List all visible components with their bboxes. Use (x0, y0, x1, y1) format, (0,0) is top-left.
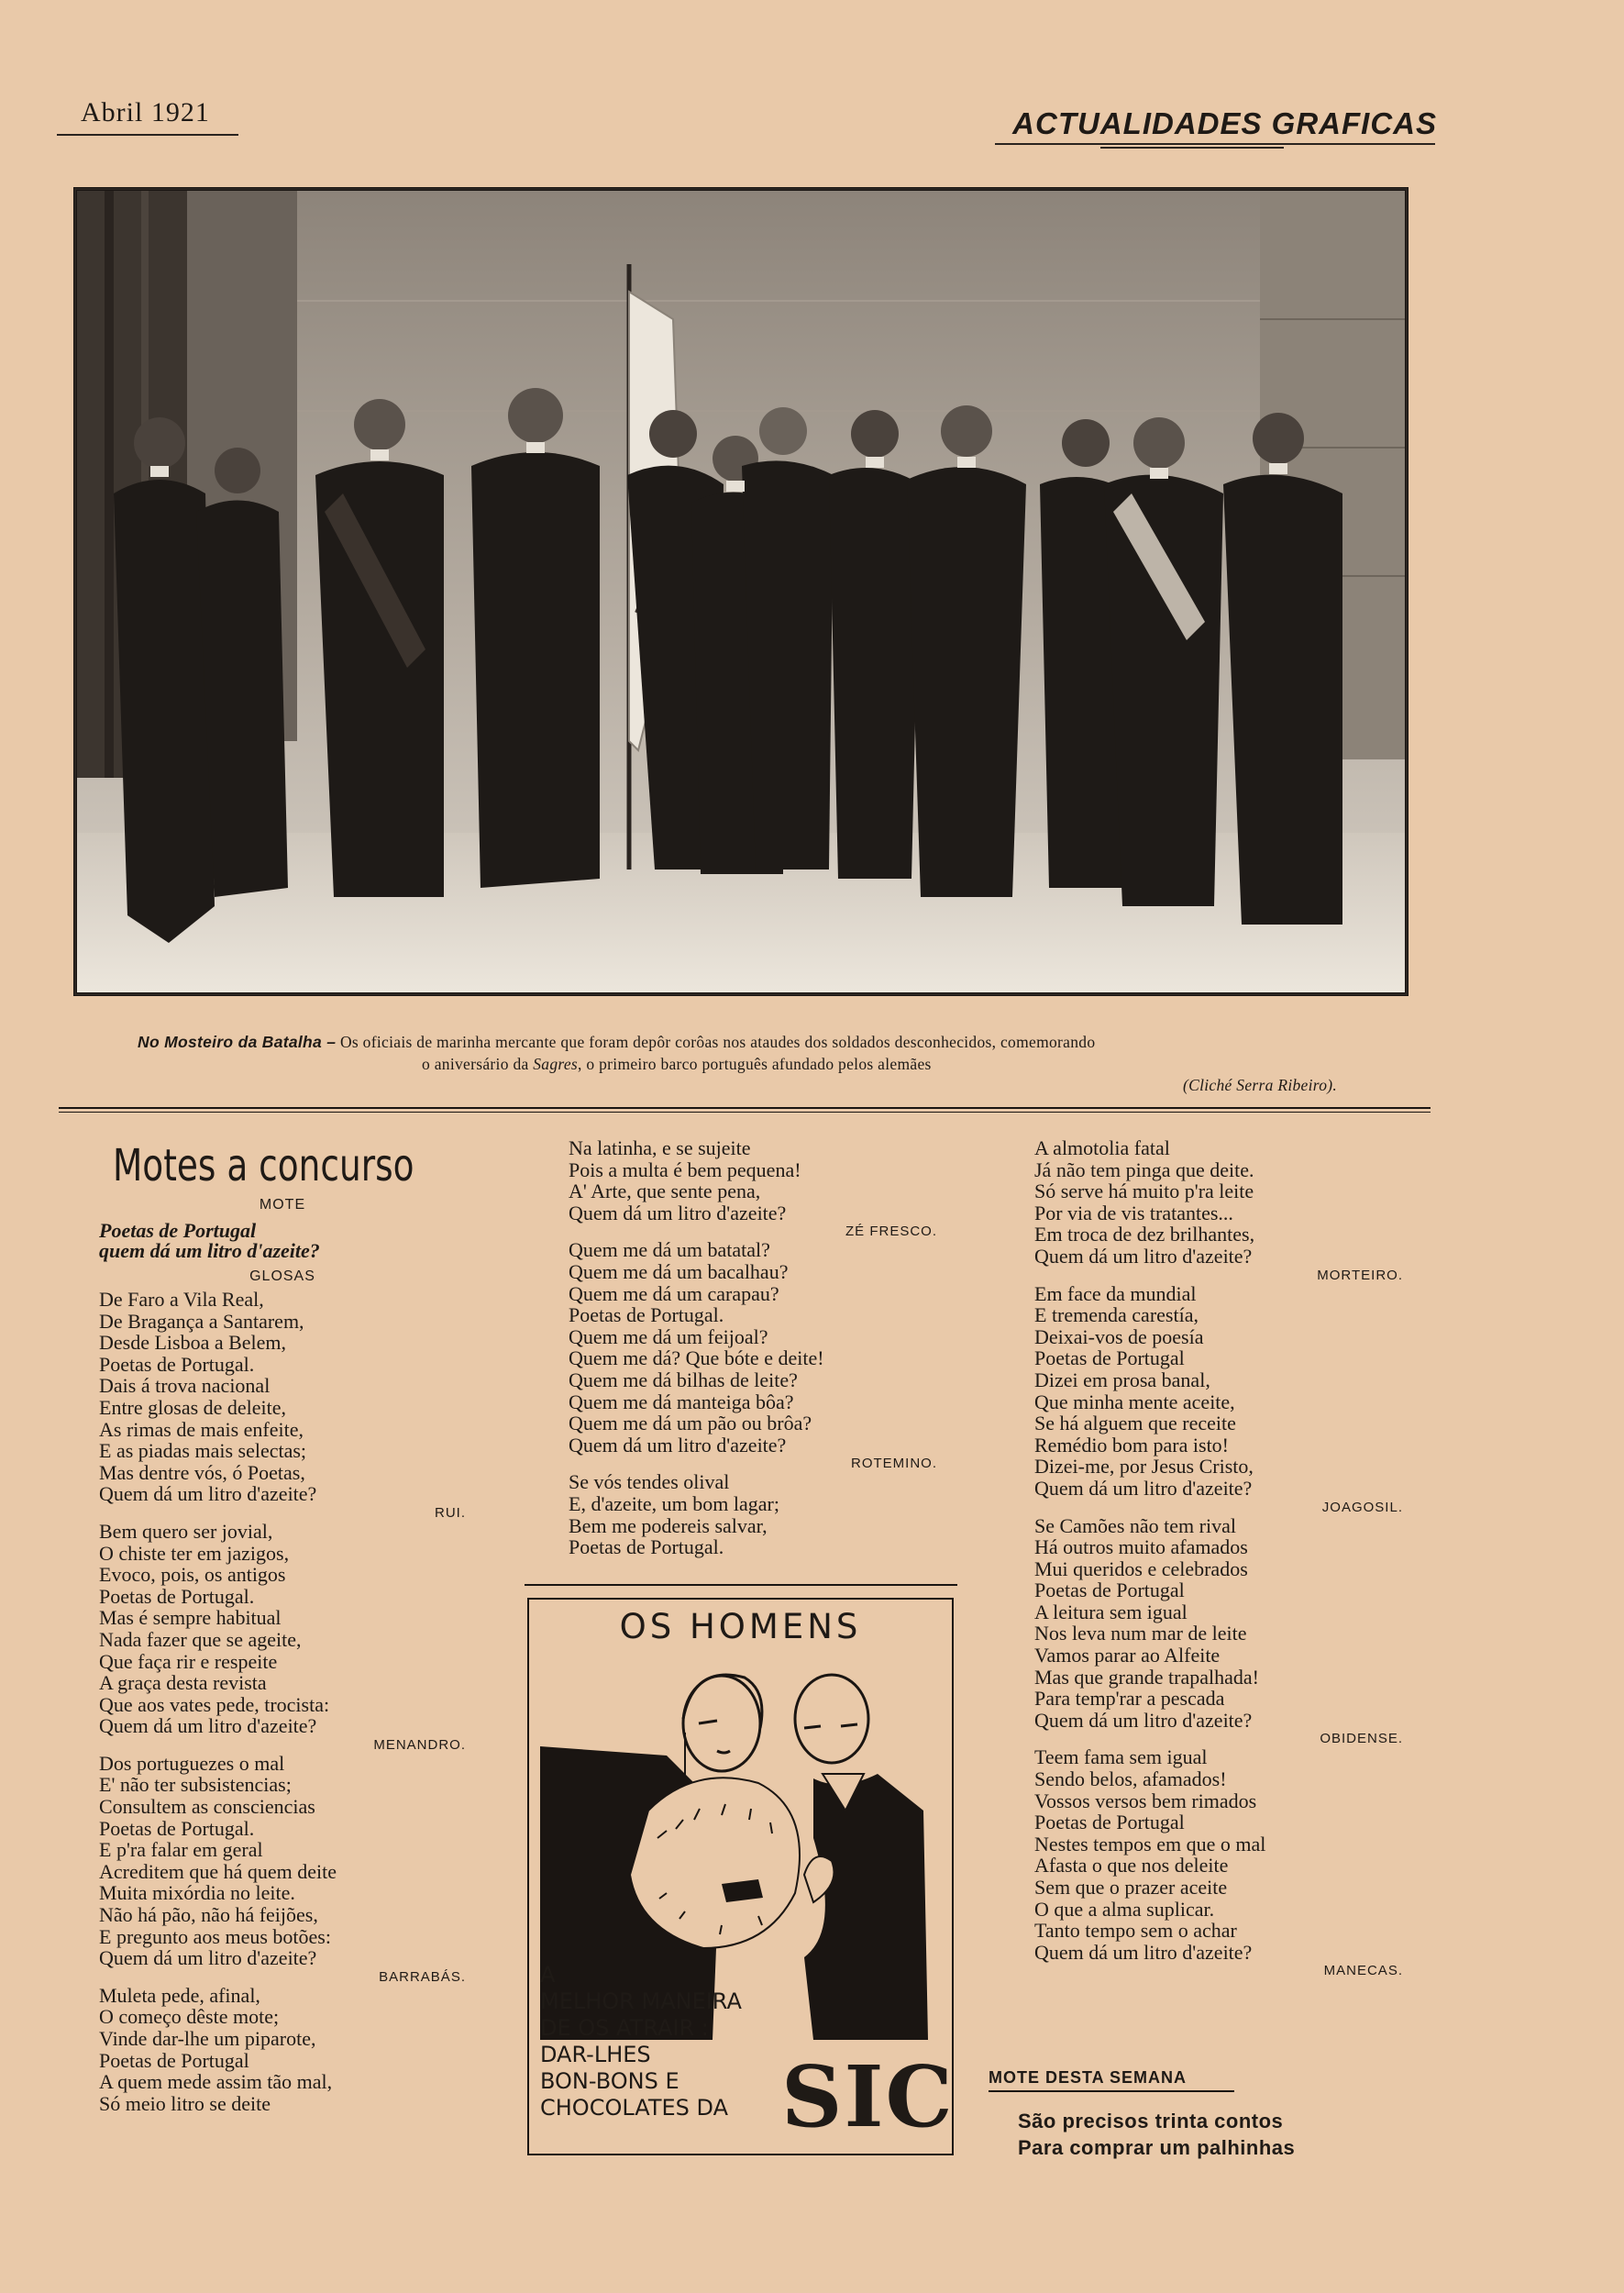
column-2 (569, 1137, 935, 1558)
caption-lead: No Mosteiro da Batalha – (138, 1033, 337, 1051)
poem-author: JOAGOSIL. (1321, 1499, 1403, 1515)
caption-text-2c: , o primeiro barco português afundado pelos alemães (578, 1055, 932, 1073)
issue-date: Abril 1921 (81, 97, 210, 127)
header-rule-left (57, 134, 238, 136)
poem-author: MORTEIRO. (1317, 1267, 1403, 1283)
poem-stanza: Se Camões não tem rival Há outros muito afamados Mui queridos e celebrados Poetas de Portugal A leitura sem igual Nos leva num mar de leite Vamos parar ao Alfeite Mas que grande trapalhada! Para temp'rar a pescada Quem dá um litro d'azeite? (1034, 1513, 1259, 1732)
header-rule-right-short (1100, 147, 1284, 149)
poem-author: MANECAS. (1323, 1963, 1403, 1979)
poem-stanza: A almotolia fatal Já não tem pinga que deite. Só serve há muito p'ra leite Por via de vis tratantes... Em troca de dez brilhantes, Quem dá um litro d'azeite? (1034, 1136, 1255, 1268)
publication-title: ACTUALIDADES GRAFICAS (1012, 106, 1437, 140)
section-rule-thin (59, 1112, 1431, 1113)
poem-author: OBIDENSE. (1320, 1731, 1403, 1747)
poem-stanza: Dos portuguezes o mal E' não ter subsistencias; Consultem as consciencias Poetas de Portugal. E p'ra falar em geral Acreditem que há quem deite Muita mixórdia no leite. Não há pão, não há feijões, E pregunto aos meus botões: Quem dá um litro d'azeite? (99, 1751, 337, 1970)
poem-stanza: Bem quero ser jovial, O chiste ter em jazigos, Evoco, pois, os antigos Poetas de Portugal. Mas é sempre habitual Nada fazer que se ageite, Que faça rir e respeite A graça desta revista Que aos vates pede, trocista: Quem dá um litro d'azeite? (99, 1519, 330, 1738)
poem-stanza: Se vós tendes olival E, d'azeite, um bom lagar; Bem me podereis salvar, Poetas de Portugal. (569, 1470, 779, 1559)
poem-author: MENANDRO. (373, 1736, 466, 1753)
caption-text-2a: o aniversário da (422, 1055, 534, 1073)
caption-ship-name: Sagres (533, 1055, 579, 1073)
ad-brand-logo: SIC (781, 2047, 955, 2146)
column-rule (525, 1584, 957, 1586)
mote-label: MOTE (259, 1197, 306, 1213)
photograph-image (77, 191, 1405, 992)
photo-caption (138, 1031, 1357, 1075)
glosas-label: GLOSAS (249, 1268, 315, 1284)
poem-stanza: Em face da mundial E tremenda carestía, Deixai-vos de poesía Poetas de Portugal Dizei em prosa banal, Que minha mente aceite, Se há alguem que receite Remédio bom para isto! Dizei-me, por Jesus Cristo, Quem dá um litro d'azeite? (1034, 1281, 1254, 1500)
weekly-mote-rule (989, 2090, 1234, 2092)
ad-copy: A MELHOR MANEIRA DE OS ATRAIR : DAR-LHES BON-BONS E CHOCOLATES DA (540, 1962, 742, 2121)
header-rule-right (995, 143, 1435, 145)
column-3 (1034, 1137, 1406, 1978)
poem-stanza: Na latinha, e se sujeite Pois a multa é bem pequena! A' Arte, que sente pena, Quem dá um litro d'azeite? (569, 1136, 801, 1224)
ad-title: OS HOMENS (619, 1607, 862, 1646)
group-photograph (73, 187, 1409, 996)
poem-author: ZÉ FRESCO. (845, 1224, 937, 1240)
section-title: Motes a concurso (113, 1140, 414, 1191)
poem-stanza: De Faro a Vila Real, De Bragança a Santarem, Desde Lisboa a Belem, Poetas de Portugal. Dais á trova nacional Entre glosas de deleite, As rimas de mais enfeite, E as piadas mais selectas; Mas dentre vós, ó Poetas, Quem dá um litro d'azeite? (99, 1288, 317, 1506)
poem-author: ROTEMINO. (851, 1456, 937, 1472)
poem-stanza: Muleta pede, afinal, O começo dêste mote; Vinde dar-lhe um piparote, Poetas de Portugal A quem mede assim tão mal, Só meio litro se deite (99, 1983, 333, 2115)
column-1 (99, 1142, 466, 2114)
mote-text: Poetas de Portugal quem dá um litro d'azeite? (99, 1219, 320, 1262)
poem-stanza: Quem me dá um batatal? Quem me dá um bacalhau? Quem me dá um carapau? Poetas de Portugal. Quem me dá um feijoal? Quem me dá? Que bóte e deite! Quem me dá bilhas de leite? Quem me dá manteiga bôa? Quem me dá um pão ou brôa? Quem dá um litro d'azeite? (569, 1238, 824, 1457)
weekly-mote-text: São precisos trinta contos Para comprar um palhinhas (1018, 2110, 1296, 2159)
poem-stanza: Teem fama sem igual Sendo belos, afamados! Vossos versos bem rimados Poetas de Portugal Nestes tempos em que o mal Afasta o que nos deleite Sem que o prazer aceite O que a alma suplicar. Tanto tempo sem o achar Quem dá um litro d'azeite? (1034, 1745, 1266, 1964)
poem-author: RUI. (435, 1504, 466, 1521)
poem-author: BARRABÁS. (379, 1968, 466, 1985)
section-rule (59, 1107, 1431, 1109)
caption-text-1: Os oficiais de marinha mercante que foram depôr corôas nos ataudes dos soldados desconhecidos, comemorando (336, 1033, 1096, 1051)
weekly-mote-title: MOTE DESTA SEMANA (989, 2068, 1188, 2087)
advertisement (527, 1598, 954, 2155)
photo-credit: (Cliché Serra Ribeiro). (1183, 1076, 1338, 1094)
